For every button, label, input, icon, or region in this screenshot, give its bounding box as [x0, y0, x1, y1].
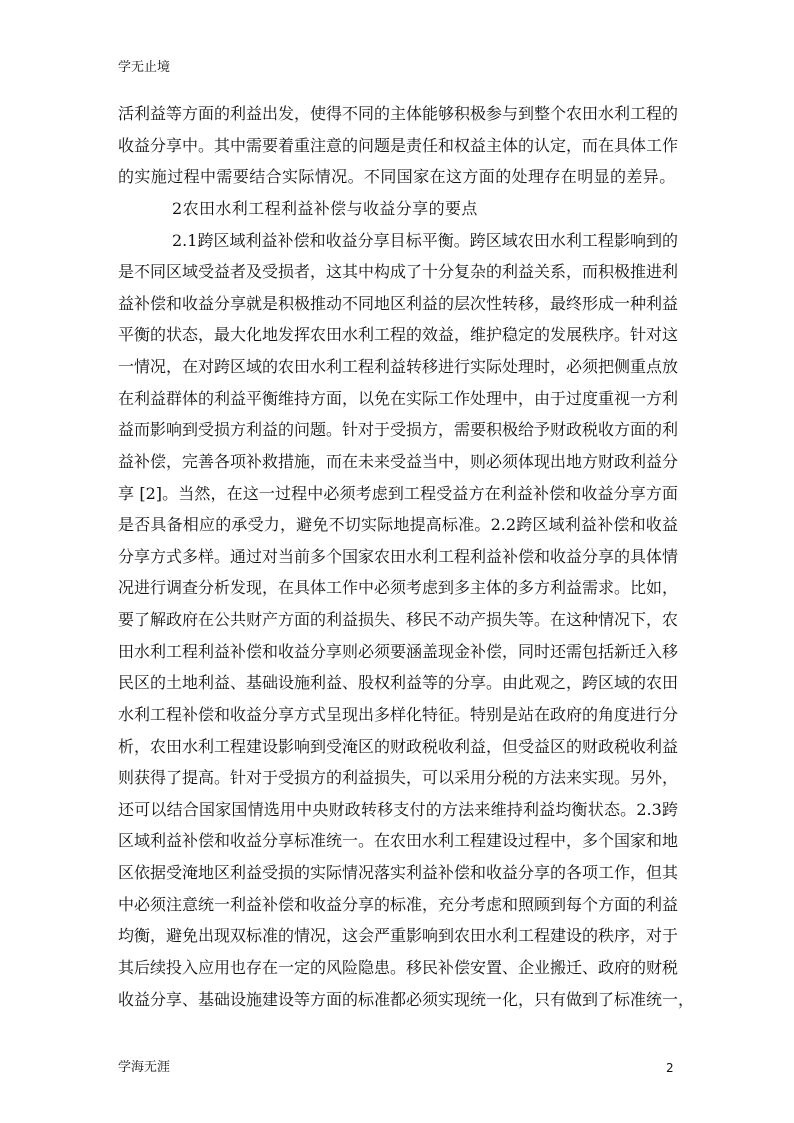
page-footer-text: 学海无涯: [118, 1060, 171, 1075]
page-number: 2: [666, 1061, 674, 1075]
body-line: 均衡，避免出现双标准的情况，这会严重影响到农田水利工程建设的秩序，对于: [118, 926, 679, 946]
body-text: [118, 98, 695, 1015]
body-line: 民区的土地利益、基础设施利益、股权利益等的分享。由此观之，跨区域的农田: [118, 673, 679, 693]
body-line: 收益分享、基础设施建设等方面的标准都必须实现统一化，只有做到了标准统一，: [118, 989, 695, 1009]
body-line: 要了解政府在公共财产方面的利益损失、移民不动产损失等。在这种情况下，农: [118, 610, 679, 629]
body-line: 益而影响到受损方利益的问题。针对于受损方，需要积极给予财政税收方面的利: [118, 420, 679, 440]
body-line: 益补偿和收益分享就是积极推动不同地区利益的层次性转移，最终形成一种利益: [118, 293, 679, 313]
body-line: 区依据受淹地区利益受损的实际情况落实利益补偿和收益分享的各项工作，但其: [118, 863, 679, 882]
body-line: 其后续投入应用也存在一定的风险隐患。移民补偿安置、企业搬迁、政府的财税: [118, 957, 679, 977]
page-header: 学无止境: [118, 60, 171, 75]
body-line: 区域利益补偿和收益分享标准统一。在农田水利工程建设过程中，多个国家和地: [118, 831, 679, 851]
body-line: 田水利工程利益补偿和收益分享则必须要涵盖现金补偿，同时还需包括新迁入移: [118, 641, 679, 661]
body-line: 是不同区域受益者及受损者，这其中构成了十分复杂的利益关系，而积极推进利: [118, 262, 679, 282]
body-line: 平衡的状态，最大化地发挥农田水利工程的效益，维护稳定的发展秩序。针对这: [118, 325, 679, 345]
body-line: 还可以结合国家国情选用中央财政转移支付的方法来维持利益均衡状态。2.3跨: [118, 799, 678, 819]
body-line: 是否具备相应的承受力，避免不切实际地提高标准。2.2跨区域利益补偿和收益: [118, 515, 678, 535]
body-line: 的实施过程中需要结合实际情况。不同国家在这方面的处理存在明显的差异。: [118, 167, 676, 187]
body-line: 收益分享中。其中需要着重注意的问题是责任和权益主体的认定，而在具体工作: [118, 135, 679, 155]
body-line: 2.1跨区域利益补偿和收益分享目标平衡。跨区域农田水利工程影响到的: [172, 230, 678, 250]
body-line: 在利益群体的利益平衡维持方面，以免在实际工作处理中，由于过度重视一方利: [118, 388, 679, 408]
body-line: 析，农田水利工程建设影响到受淹区的财政税收利益，但受益区的财政税收利益: [118, 736, 679, 756]
body-line: 享 [2]。当然，在这一过程中必须考虑到工程受益方在利益补偿和收益分享方面: [118, 483, 678, 503]
section-heading: 2农田水利工程利益补偿与收益分享的要点: [172, 198, 478, 218]
body-line: 益补偿，完善各项补救措施，而在未来受益当中，则必须体现出地方财政利益分: [118, 451, 679, 471]
body-line: 活利益等方面的利益出发，使得不同的主体能够积极参与到整个农田水利工程的: [118, 104, 679, 123]
body-line: 则获得了提高。针对于受损方的利益损失，可以采用分税的方法来实现。另外，: [118, 768, 679, 788]
body-line: 一情况，在对跨区域的农田水利工程利益转移进行实际处理时，必须把侧重点放: [118, 357, 679, 376]
body-line: 水利工程补偿和收益分享方式呈现出多样化特征。特别是站在政府的角度进行分: [118, 704, 679, 724]
body-line: 中必须注意统一利益补偿和收益分享的标准，充分考虑和照顾到每个方面的利益: [118, 894, 679, 914]
body-line: 分享方式多样。通过对当前多个国家农田水利工程利益补偿和收益分享的具体情: [118, 546, 679, 566]
body-line: 况进行调查分析发现，在具体工作中必须考虑到多主体的多方利益需求。比如，: [118, 578, 679, 598]
